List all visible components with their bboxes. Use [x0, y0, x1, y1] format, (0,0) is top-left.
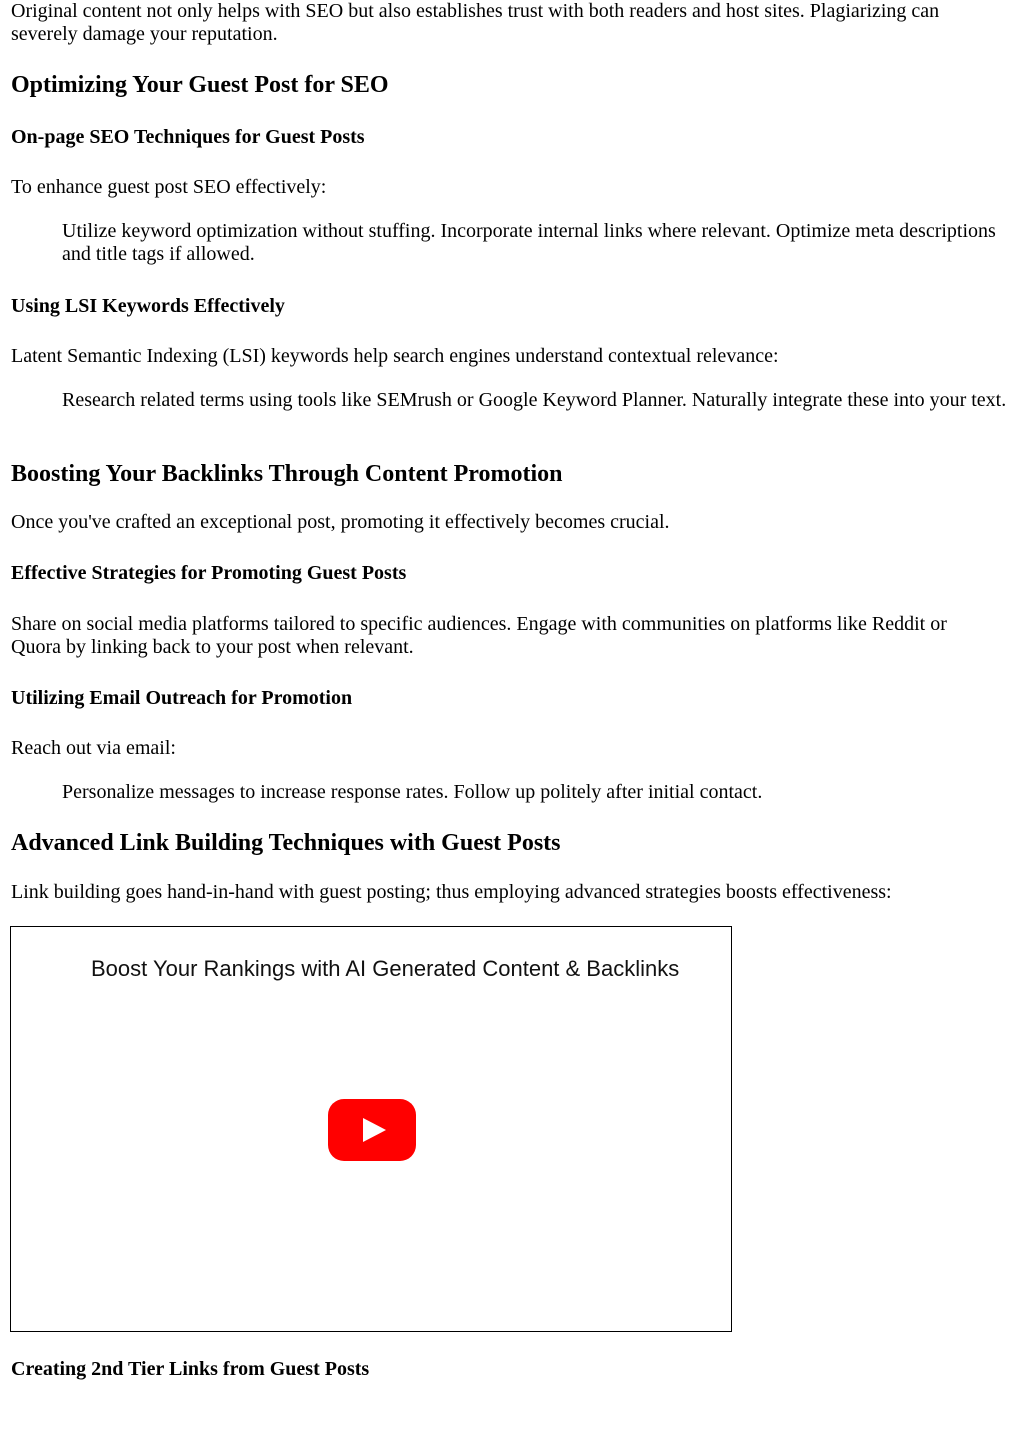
- heading-optimizing-seo: Optimizing Your Guest Post for SEO: [11, 72, 389, 98]
- youtube-video-embed[interactable]: [10, 926, 732, 1332]
- heading-2nd-tier-links: Creating 2nd Tier Links from Guest Posts: [11, 1358, 370, 1380]
- boosting-paragraph: Once you've crafted an exceptional post, promoting it effectively becomes crucial.: [11, 511, 670, 533]
- onpage-paragraph: To enhance guest post SEO effectively:: [11, 176, 327, 198]
- heading-onpage-seo: On-page SEO Techniques for Guest Posts: [11, 126, 365, 148]
- video-title[interactable]: Boost Your Rankings with AI Generated Content & Backlinks: [91, 956, 680, 981]
- lsi-blockquote: Research related terms using tools like SEMrush or Google Keyword Planner. Naturally integrate these into your text.: [62, 389, 1007, 411]
- heading-promotion-strategies: Effective Strategies for Promoting Guest Posts: [11, 562, 407, 584]
- advanced-paragraph: Link building goes hand-in-hand with guest posting; thus employing advanced strategies boosts effectiveness:: [11, 881, 892, 903]
- lsi-paragraph: Latent Semantic Indexing (LSI) keywords help search engines understand contextual relevance:: [11, 345, 779, 367]
- play-triangle-icon: [328, 1099, 416, 1161]
- intro-paragraph: Original content not only helps with SEO but also establishes trust with both readers and host sites. Plagiarizing can severely damage your reputation.: [11, 0, 940, 45]
- heading-email-outreach: Utilizing Email Outreach for Promotion: [11, 687, 353, 709]
- heading-boosting-backlinks: Boosting Your Backlinks Through Content Promotion: [11, 461, 563, 487]
- email-paragraph: Reach out via email:: [11, 737, 176, 759]
- youtube-play-icon[interactable]: [328, 1099, 416, 1161]
- heading-advanced-link-building: Advanced Link Building Techniques with Guest Posts: [11, 830, 561, 856]
- strategies-paragraph: Share on social media platforms tailored to specific audiences. Engage with communities on platforms like Reddit or Quora by linking back to your post when relevant.: [11, 613, 947, 658]
- onpage-blockquote: Utilize keyword optimization without stuffing. Incorporate internal links where relevant. Optimize meta descriptions and title tags if allowed.: [62, 220, 996, 265]
- email-blockquote: Personalize messages to increase response rates. Follow up politely after initial contact.: [62, 781, 763, 803]
- heading-lsi-keywords: Using LSI Keywords Effectively: [11, 295, 285, 317]
